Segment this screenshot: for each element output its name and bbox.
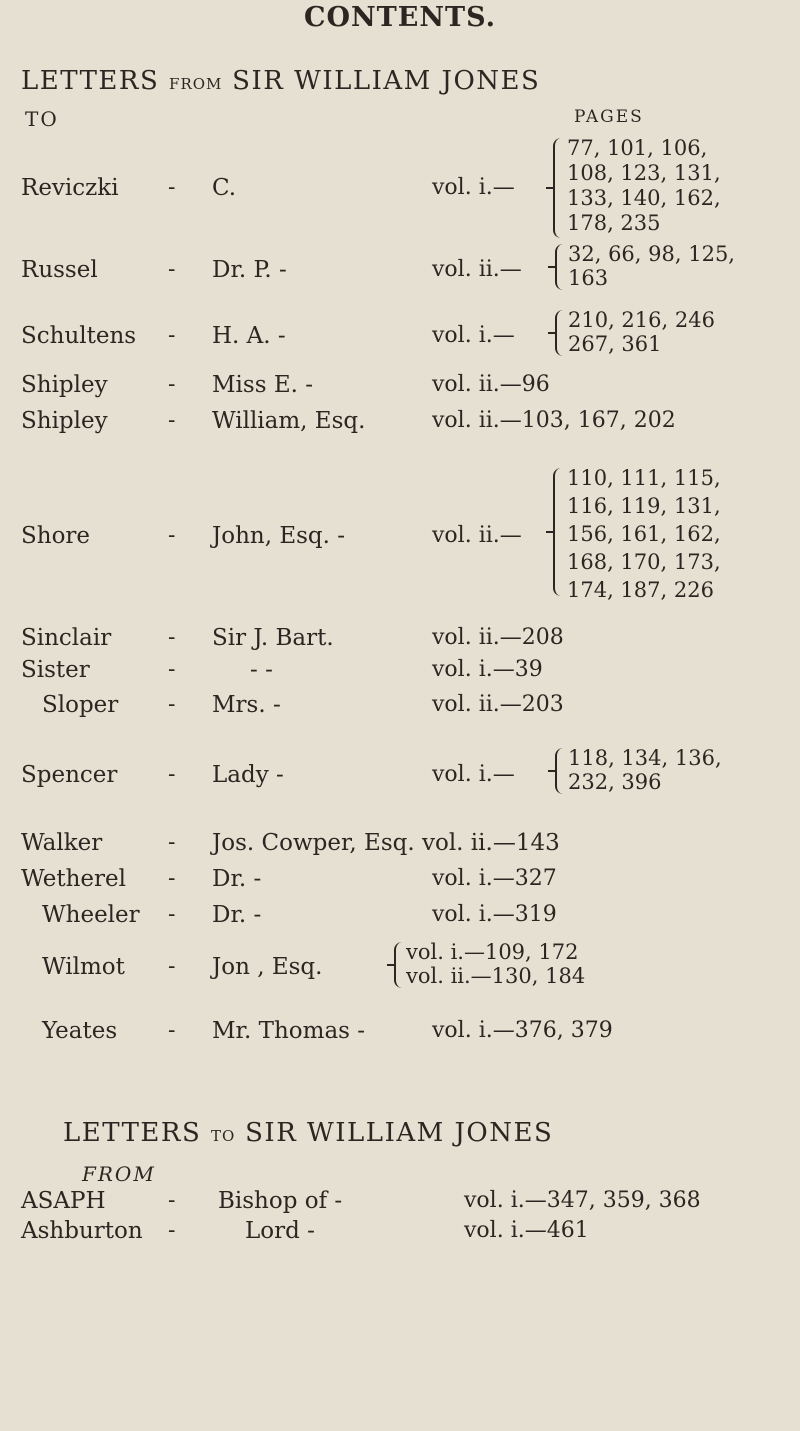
pages-line: 232, 396 — [568, 770, 662, 794]
pages-line: 178, 235 — [567, 211, 661, 235]
dash: - — [168, 1018, 176, 1043]
title: Lord - — [245, 1218, 315, 1244]
dash: - — [168, 323, 176, 348]
section2-heading-to: TO — [211, 1127, 236, 1145]
surname: Shipley — [21, 372, 108, 398]
volume: vol. i.—347, 359, 368 — [464, 1188, 701, 1213]
title: - - — [250, 657, 273, 683]
pages-line: 163 — [568, 266, 609, 290]
dash: - — [168, 657, 176, 682]
pages-line: vol. ii.—130, 184 — [406, 964, 586, 988]
pages-line: 267, 361 — [568, 332, 662, 356]
surname: Schultens — [21, 323, 137, 349]
brace — [555, 244, 563, 290]
volume: vol. i.—319 — [432, 902, 557, 927]
surname: Sloper — [42, 692, 119, 718]
pages-line: 210, 216, 246 — [568, 308, 715, 332]
dash: - — [168, 1218, 176, 1243]
title: Lady - — [212, 762, 284, 788]
section1-heading — [21, 66, 540, 96]
surname: Sinclair — [21, 625, 112, 651]
surname: Shore — [21, 523, 91, 549]
surname: Russel — [21, 257, 98, 283]
title: Bishop of - — [218, 1188, 343, 1214]
pages-line: 118, 134, 136, — [568, 746, 722, 770]
running-head: CONTENTS. — [303, 2, 497, 33]
brace — [555, 748, 563, 794]
dash: - — [168, 523, 176, 548]
title: Sir J. Bart. — [212, 625, 334, 651]
pages-label: PAGES — [574, 107, 644, 127]
brace — [394, 942, 402, 988]
title: H. A. - — [212, 323, 286, 349]
brace — [555, 310, 563, 356]
pages-line: 116, 119, 131, — [567, 494, 721, 518]
dash: - — [168, 257, 176, 282]
brace — [553, 468, 561, 596]
pages-line: 168, 170, 173, — [567, 550, 721, 574]
volume: vol. ii.—203 — [432, 692, 564, 717]
surname: Sister — [21, 657, 90, 683]
surname: Wetherel — [21, 866, 127, 892]
pages-line: 77, 101, 106, — [567, 136, 708, 160]
volume: vol. i.—327 — [432, 866, 557, 891]
title: Dr. - — [212, 902, 262, 928]
dash: - — [168, 830, 176, 855]
pages-line: vol. i.—109, 172 — [406, 940, 579, 964]
dash: - — [168, 762, 176, 787]
pages-line: 174, 187, 226 — [567, 578, 714, 602]
surname: Wheeler — [42, 902, 140, 928]
surname: ASAPH — [21, 1188, 106, 1214]
volume: vol. ii.—96 — [432, 372, 550, 397]
dash: - — [168, 902, 176, 927]
section1-heading-from: FROM — [169, 75, 223, 93]
pages-line: 108, 123, 131, — [567, 161, 721, 185]
to-label: TO — [25, 107, 59, 131]
surname: Wilmot — [42, 954, 125, 980]
dash: - — [168, 175, 176, 200]
title: Miss E. - — [212, 372, 314, 398]
dash: - — [168, 408, 176, 433]
volume: vol. i.— — [432, 323, 515, 348]
volume: vol. ii.— — [432, 523, 522, 548]
volume: vol. ii.—208 — [432, 625, 564, 650]
section1-heading-name: SIR WILLIAM JONES — [232, 66, 541, 96]
surname: Walker — [21, 830, 103, 856]
title: John, Esq. - — [212, 523, 346, 549]
dash: - — [168, 1188, 176, 1213]
brace — [553, 138, 561, 238]
volume: vol. i.— — [432, 762, 515, 787]
surname: Yeates — [42, 1018, 118, 1044]
dash: - — [168, 372, 176, 397]
volume: vol. i.—376, 379 — [432, 1018, 613, 1043]
title: Mr. Thomas - — [212, 1018, 366, 1044]
surname: Spencer — [21, 762, 118, 788]
title: Dr. P. - — [212, 257, 287, 283]
section1-heading-letters: LETTERS — [21, 66, 160, 96]
volume: vol. i.—461 — [464, 1218, 589, 1243]
pages-line: 156, 161, 162, — [567, 522, 721, 546]
surname: Ashburton — [21, 1218, 143, 1244]
dash: - — [168, 625, 176, 650]
volume: vol. i.—39 — [432, 657, 543, 682]
surname: Shipley — [21, 408, 108, 434]
title: Jon , Esq. — [212, 954, 323, 980]
pages-line: 32, 66, 98, 125, — [568, 242, 735, 266]
title: Mrs. - — [212, 692, 281, 718]
title: Jos. Cowper, Esq. vol. ii.—143 — [212, 830, 560, 856]
volume: vol. ii.—103, 167, 202 — [432, 408, 676, 433]
section2-heading-letters: LETTERS — [63, 1118, 202, 1148]
title: Dr. - — [212, 866, 262, 892]
title: C. — [212, 175, 237, 201]
pages-line: 110, 111, 115, — [567, 466, 721, 490]
title: William, Esq. — [212, 408, 366, 434]
dash: - — [168, 954, 176, 979]
volume: vol. ii.— — [432, 257, 522, 282]
from-label: FROM — [82, 1162, 156, 1186]
dash: - — [168, 692, 176, 717]
surname: Reviczki — [21, 175, 119, 201]
section2-heading-name: SIR WILLIAM JONES — [245, 1118, 554, 1148]
section2-heading — [63, 1118, 553, 1148]
pages-line: 133, 140, 162, — [567, 186, 721, 210]
dash: - — [168, 866, 176, 891]
volume: vol. i.— — [432, 175, 515, 200]
